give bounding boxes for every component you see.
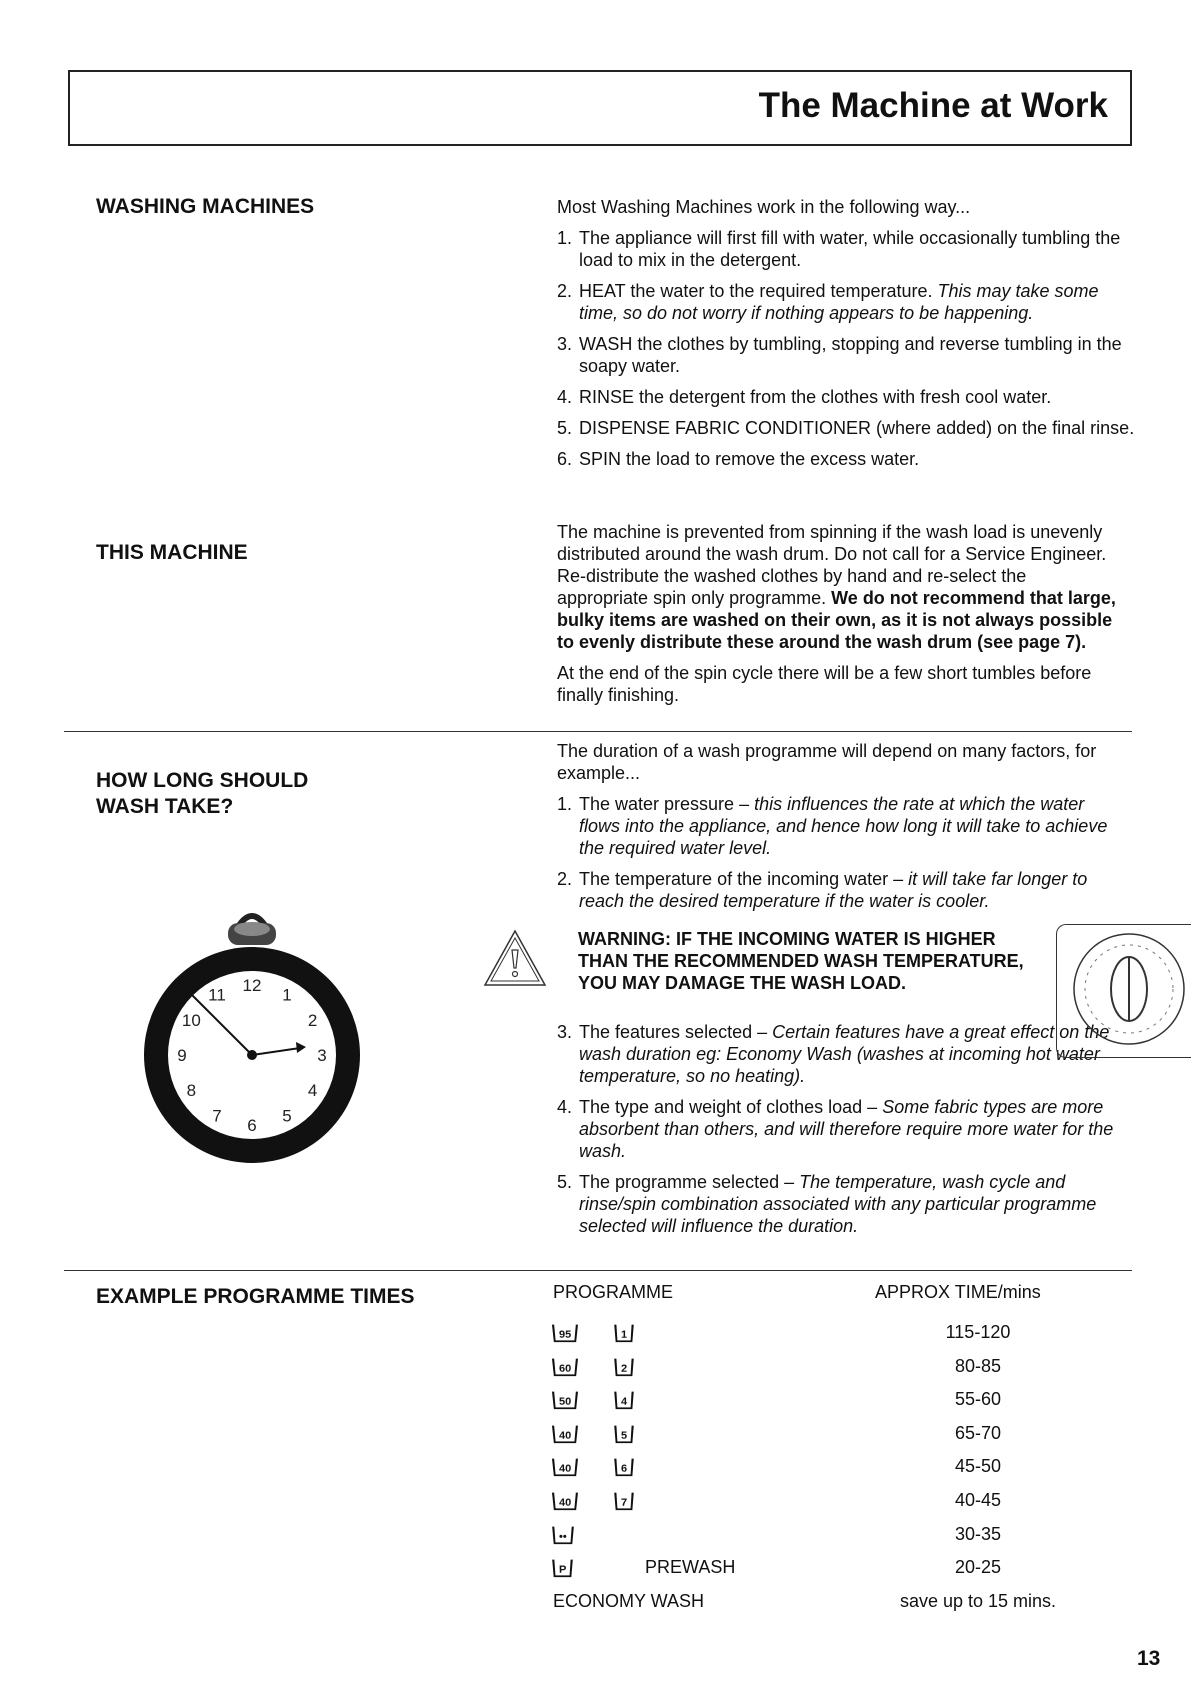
item-number: 5. [557,418,573,438]
list-item [557,417,1137,439]
item-lead: The water pressure – [579,794,755,814]
item-number: 5. [557,1172,573,1192]
warning-text: WARNING: IF THE INCOMING WATER IS HIGHER THAN THE RECOMMENDED WASH TEMPERATURE, YOU MAY DAMAGE THE WASH LOAD. [578,929,1024,993]
table-row [553,1356,1113,1390]
programme-label: PREWASH [645,1557,736,1578]
wash-tub-icon: •• [552,1526,573,1543]
dial-panel [1056,924,1191,1058]
washing-machines-heading: WASHING MACHINES [96,195,315,218]
programme-number-icon: 1 [614,1325,634,1342]
programme-number-icon: 6 [614,1459,634,1476]
wash-tub-icon: P [552,1560,573,1577]
item-number: 1. [557,794,573,814]
item-text [579,386,1137,408]
item-italic: this influences the rate at which the water flows into the appliance, and hence how long it will take to achieve the required water level. [579,794,1108,858]
this-machine-end: At the end of the spin cycle there will be a few short tumbles before finally finishing. [557,663,1092,705]
time-cell: 45-50 [954,1456,1002,1477]
item-text [579,280,1137,324]
clock-number: 12 [242,976,262,995]
item-italic: Certain features have a great effect on the wash duration eg: Economy Wash (washes at incoming hot water temperature, so no heating). [579,1022,1110,1086]
table-row [553,1524,1113,1558]
list-item [557,280,1137,324]
clock-icon [140,905,365,1165]
time-cell: 20-25 [954,1557,1002,1578]
item-lead: The temperature of the incoming water – [579,869,909,889]
programme-cell [553,1456,633,1477]
list-item [557,1171,1117,1237]
header-box [68,70,1132,146]
item-number: 4. [557,1097,573,1117]
table-row [553,1490,1113,1524]
item-text [579,227,1137,271]
item-lead: The programme selected – [579,1172,800,1192]
item-text [579,417,1137,439]
list-item [557,868,1117,912]
example-times-heading: EXAMPLE PROGRAMME TIMES [96,1285,415,1308]
clock-number: 3 [317,1046,327,1065]
programme-dial-icon [1057,925,1191,1057]
col-time: APPROX TIME/mins [875,1282,1041,1302]
programme-cell [553,1490,633,1511]
table-row [553,1322,1113,1356]
time-cell: 115-120 [945,1322,1011,1342]
time-cell: 55-60 [954,1389,1002,1410]
clock-number: 11 [208,985,226,1005]
list-item [557,448,1137,470]
time-cell: 65-70 [954,1422,1002,1443]
this-machine-section [557,521,1117,706]
clock-number: 1 [282,985,292,1005]
clock-number: 2 [307,1011,318,1030]
programme-cell [553,1322,633,1343]
wash-tub-icon: 40 [552,1493,578,1510]
clock-number: 10 [181,1011,201,1030]
item-number: 3. [557,334,573,354]
programme-cell [553,1557,572,1578]
warning-triangle-icon [482,928,548,988]
item-text [579,1021,1117,1087]
item-lead: RINSE the detergent from the clothes with fresh cool water. [579,387,1052,407]
item-text [579,868,1117,912]
programme-number-icon: 4 [614,1392,634,1409]
divider [64,731,1132,732]
this-machine-text [557,521,1117,653]
item-lead: DISPENSE FABRIC CONDITIONER (where added) on the final rinse. [579,418,1135,438]
table-row [553,1389,1113,1423]
table-rows [553,1322,1113,1624]
this-machine-heading: THIS MACHINE [96,541,248,564]
item-italic: Some fabric types are more absorbent than others, and will therefore require more water for the wash. [579,1097,1114,1161]
list-item [557,227,1137,271]
table-row [553,1456,1113,1490]
how-long-intro: The duration of a wash programme will depend on many factors, for example... [557,741,1097,783]
washing-machines-section [557,196,1137,479]
time-cell: save up to 15 mins. [899,1590,1057,1611]
list-item [557,793,1117,859]
table-row [553,1557,1113,1591]
item-lead: SPIN the load to remove the excess water. [579,449,920,469]
item-number: 4. [557,387,573,407]
item-text [579,333,1137,377]
item-text [579,793,1117,859]
col-programme: PROGRAMME [553,1282,674,1302]
item-italic: The temperature, wash cycle and rinse/spin combination associated with any particular programme selected will influence the duration. [579,1172,1097,1236]
item-lead: WASH the clothes by tumbling, stopping and reverse tumbling in the soapy water. [579,334,1122,376]
time-cell: 30-35 [954,1523,1002,1544]
this-machine-bold: We do not recommend that large, bulky items are washed on their own, as it is not always possible to evenly distribute these around the wash drum (see page 7). [557,588,1116,652]
item-lead: The type and weight of clothes load – [579,1097,883,1117]
item-number: 2. [557,281,573,301]
steps-list [557,227,1137,470]
wash-tub-icon: 95 [552,1325,578,1342]
item-lead: The appliance will first fill with water, while occasionally tumbling the load to mix in the detergent. [579,228,1121,270]
item-italic: it will take far longer to reach the desired temperature if the water is cooler. [579,869,1088,911]
item-number: 1. [557,228,573,248]
table-header [553,1282,1113,1322]
wash-tub-icon: 50 [552,1392,578,1409]
item-italic: This may take some time, so do not worry if nothing appears to be happening. [579,281,1099,323]
clock-number: 6 [247,1116,257,1135]
programme-label: ECONOMY WASH [553,1590,705,1611]
programme-cell [553,1356,633,1377]
clock-number: 8 [186,1081,197,1100]
clock-number: 9 [177,1046,187,1065]
programme-number-icon: 2 [614,1358,634,1375]
how-long-heading [96,768,308,820]
item-number: 2. [557,869,573,889]
factors-list [557,793,1117,1237]
programme-cell [553,1524,573,1545]
programme-number-icon: 7 [614,1493,634,1510]
list-item [557,386,1137,408]
item-lead: HEAT the water to the required temperature. [579,281,938,301]
list-item [557,1021,1117,1087]
time-cell: 80-85 [954,1355,1002,1376]
clock-number: 4 [307,1081,318,1100]
item-number: 6. [557,449,573,469]
washing-intro: Most Washing Machines work in the following way... [557,197,971,217]
divider [64,1270,1132,1271]
item-text [579,1096,1117,1162]
page-number: 13 [1137,1647,1161,1670]
programme-cell [553,1389,633,1410]
list-item [557,1096,1117,1162]
programme-cell [553,1423,633,1444]
programme-times-table [553,1282,1113,1624]
how-long-heading-line1: HOW LONG SHOULD [96,769,309,792]
clock-number: 5 [282,1106,292,1126]
wash-tub-icon: 60 [552,1358,578,1375]
time-cell: 40-45 [954,1489,1002,1510]
table-row [553,1423,1113,1457]
this-machine-para: The machine is prevented from spinning if the wash load is unevenly distributed around the wash drum. Do not call for a Service Engineer. Re-distribute the washed clothes by hand and re-select the appropriate spin only programme. [557,522,1107,608]
item-text [579,448,1137,470]
item-text [579,1171,1117,1237]
table-row [553,1591,1113,1625]
item-lead: The features selected – [579,1022,773,1042]
clock-number: 7 [212,1106,222,1126]
wash-tub-icon: 40 [552,1425,578,1442]
item-number: 3. [557,1022,573,1042]
wash-tub-icon: 40 [552,1459,578,1476]
page-title: The Machine at Work [758,86,1108,125]
programme-number-icon: 5 [614,1425,634,1442]
how-long-heading-line2: WASH TAKE? [96,795,234,818]
list-item [557,333,1137,377]
